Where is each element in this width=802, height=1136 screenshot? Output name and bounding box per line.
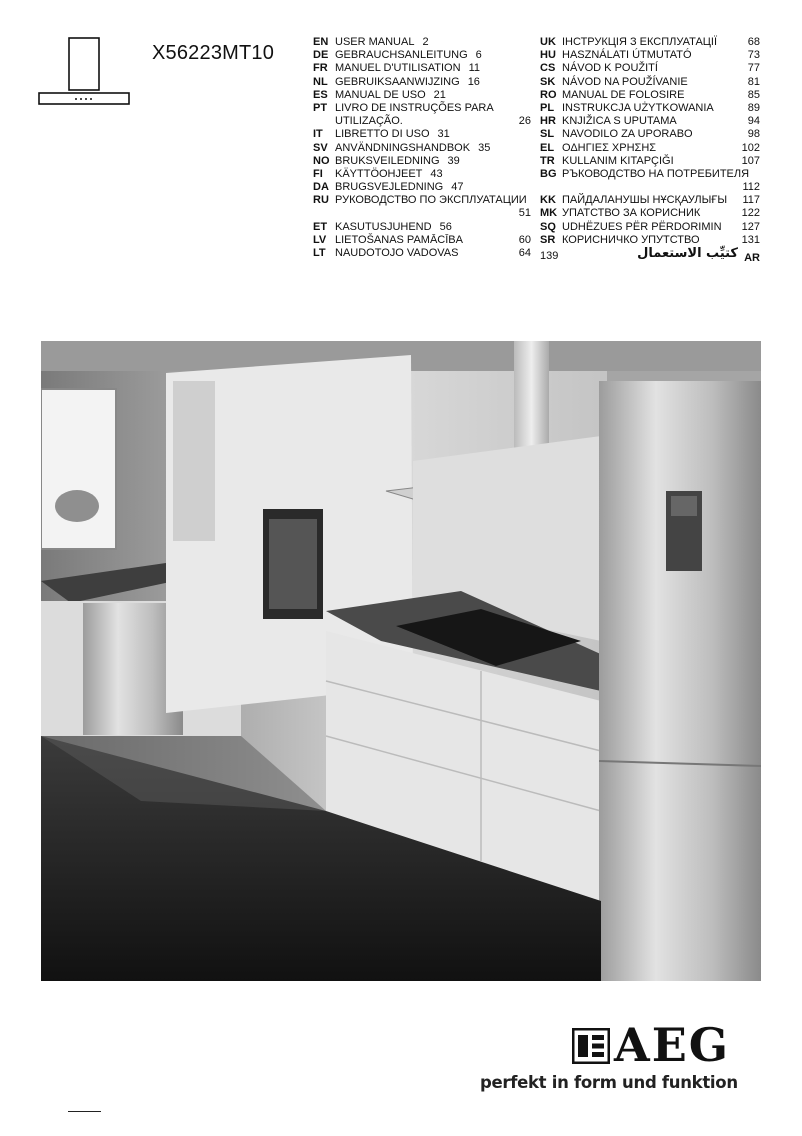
language-code: ES — [313, 88, 328, 101]
language-code: SV — [313, 141, 328, 154]
manual-title: KULLANIM KITAPÇIĞI — [562, 154, 674, 167]
language-entry — [313, 181, 531, 194]
language-code: TR — [540, 154, 555, 167]
manual-title: UTILIZAÇÃO. — [335, 115, 403, 128]
language-entry — [313, 168, 531, 181]
language-code: SR — [540, 233, 556, 246]
language-code: SK — [540, 75, 556, 88]
language-code: FI — [313, 167, 323, 180]
page-number: 112 — [742, 181, 760, 194]
language-code: FR — [313, 62, 328, 75]
language-entry — [313, 36, 531, 49]
language-code: UK — [540, 36, 556, 48]
page-number: 11 — [468, 62, 480, 75]
language-entry — [540, 168, 760, 181]
language-entry — [540, 221, 760, 234]
page-number: 43 — [430, 167, 443, 180]
language-index-right — [540, 36, 760, 263]
aeg-electrolux-mark-icon — [572, 1028, 610, 1062]
manual-title: GEBRUIKSAANWIJZING — [335, 75, 460, 88]
page-number: 81 — [747, 75, 760, 88]
manual-title: NÁVOD NA POUŽÍVANIE — [562, 75, 688, 88]
language-entry — [313, 128, 531, 141]
page-number: 85 — [747, 88, 760, 101]
manual-title: KASUTUSJUHEND — [335, 220, 432, 233]
language-code: LV — [313, 233, 327, 246]
language-code: DA — [313, 181, 329, 194]
manual-title: LIBRETTO DI USO — [335, 128, 430, 141]
language-entry — [540, 194, 760, 207]
page-number: 89 — [747, 101, 760, 114]
page-number: 64 — [518, 247, 531, 259]
language-entry — [540, 49, 760, 62]
page-number: 16 — [467, 75, 480, 88]
manual-title: ПАЙДАЛАНУШЫ НҰСҚАУЛЫҒЫ — [562, 194, 728, 207]
language-code: HR — [540, 115, 556, 128]
language-code: ET — [313, 220, 328, 233]
model-number: X56223MT10 — [152, 42, 275, 64]
language-code: RO — [540, 88, 557, 101]
page-number: 35 — [478, 141, 491, 154]
page-number: 21 — [433, 88, 446, 101]
language-entry — [313, 194, 531, 207]
page-number: 31 — [437, 128, 450, 141]
page-number: 2 — [422, 36, 429, 48]
language-entry — [313, 76, 531, 89]
page-number: 60 — [518, 233, 531, 246]
manual-title: ΟΔΗΓΙΕΣ ΧΡΗΣΗΣ — [562, 141, 657, 154]
manual-title: UDHËZUES PËR PËRDORIMIN — [562, 220, 722, 233]
page-number: 117 — [742, 194, 760, 207]
page-number: 56 — [439, 220, 452, 233]
page-number: 6 — [475, 49, 482, 62]
manual-title: MANUEL D'UTILISATION — [335, 62, 461, 75]
language-entry — [540, 76, 760, 89]
page-number: 51 — [518, 207, 531, 220]
language-code: IT — [313, 128, 323, 141]
language-code: BG — [540, 167, 557, 180]
language-entry — [540, 36, 760, 49]
language-entry — [540, 181, 760, 194]
language-entry — [313, 247, 531, 260]
manual-title: ІНСТРУКЦІЯ З ЕКСПЛУАТАЦІЇ — [562, 36, 718, 48]
page-number: 127 — [741, 220, 760, 233]
language-code: SL — [540, 128, 555, 141]
language-entry — [313, 155, 531, 168]
language-code: RU — [313, 194, 329, 207]
kitchen-photo — [41, 341, 761, 981]
manual-title: KÄYTTÖOHJEET — [335, 167, 423, 180]
page-number: 77 — [747, 62, 760, 75]
page-number: 98 — [747, 128, 760, 141]
language-entry — [540, 89, 760, 102]
language-entry — [540, 115, 760, 128]
page-number: 131 — [741, 233, 760, 246]
language-code: NL — [313, 75, 328, 88]
language-entry — [540, 62, 760, 75]
language-code: PL — [540, 101, 555, 114]
page-number: 26 — [518, 115, 531, 128]
footer-rule — [68, 1111, 101, 1112]
page-number: 68 — [747, 36, 760, 48]
language-code: SQ — [540, 220, 556, 233]
page-number: 94 — [747, 115, 760, 128]
language-code: MK — [540, 207, 558, 220]
language-entry — [313, 102, 531, 115]
language-code: EL — [540, 141, 555, 154]
language-code: LT — [313, 247, 326, 259]
language-code: DE — [313, 49, 329, 62]
page-number: 47 — [451, 181, 464, 194]
manual-title: NAVODILO ZA UPORABO — [562, 128, 693, 141]
language-entry — [540, 142, 760, 155]
manual-title: GEBRAUCHSANLEITUNG — [335, 49, 468, 62]
language-entry — [313, 207, 531, 220]
manual-title: كتيِّب الاستعمال — [637, 246, 738, 261]
language-entry — [313, 115, 531, 128]
language-entry — [313, 234, 531, 247]
manual-title: MANUAL DE FOLOSIRE — [562, 88, 685, 101]
language-code: KK — [540, 194, 556, 207]
page-number: 102 — [741, 141, 760, 154]
page-number: 73 — [747, 49, 760, 62]
manual-title: MANUAL DE USO — [335, 88, 426, 101]
manual-title: USER MANUAL — [335, 36, 415, 48]
manual-title: NAUDOTOJO VADOVAS — [335, 247, 459, 259]
aeg-logo-wordmark: AEG — [614, 1018, 731, 1072]
language-code: PT — [313, 101, 328, 114]
manual-title: РЪКОВОДСТВО НА ПОТРЕБИТЕЛЯ — [562, 167, 750, 180]
manual-title: УПАТСТВО ЗА КОРИСНИК — [562, 207, 701, 220]
manual-title: INSTRUKCJA UŻYTKOWANIA — [562, 101, 714, 114]
language-entry — [313, 89, 531, 102]
manual-title: LIETOŠANAS PAMĀCĪBA — [335, 233, 463, 246]
language-entry — [313, 221, 531, 234]
manual-title: NÁVOD K POUŽITÍ — [562, 62, 658, 75]
page-number: 107 — [741, 154, 760, 167]
language-code: EN — [313, 36, 329, 48]
language-entry — [313, 142, 531, 155]
manual-title: BRUKSVEILEDNING — [335, 154, 440, 167]
manual-title: KNJIŽICA S UPUTAMA — [562, 115, 677, 128]
language-index-left — [313, 36, 531, 260]
language-entry — [313, 49, 531, 62]
manual-title: HASZNÁLATI ÚTMUTATÓ — [562, 49, 692, 62]
language-entry — [540, 155, 760, 168]
language-code: HU — [540, 49, 556, 62]
manual-title: КОРИСНИЧКО УПУТСТВО — [562, 233, 700, 246]
manual-title: LIVRO DE INSTRUÇÕES PARA — [335, 101, 494, 114]
manual-title: РУКОВОДСТВО ПО ЭКСПЛУАТАЦИИ — [335, 194, 527, 207]
manual-title: BRUGSVEJLEDNING — [335, 181, 444, 194]
language-code: CS — [540, 62, 556, 75]
language-entry — [540, 102, 760, 115]
language-entry — [313, 62, 531, 75]
language-entry — [540, 128, 760, 141]
language-code: AR — [744, 252, 760, 264]
language-entry-arabic — [540, 246, 760, 264]
cooker-hood-icon — [38, 37, 130, 107]
brand-tagline: perfekt in form und funktion — [480, 1073, 738, 1092]
language-entry — [540, 207, 760, 220]
page-number: 139 — [540, 250, 559, 262]
page-number: 122 — [741, 207, 760, 220]
aeg-brand-block — [480, 1018, 760, 1102]
manual-title: ANVÄNDNINGSHANDBOK — [335, 141, 471, 154]
page-number: 39 — [447, 154, 460, 167]
language-code: NO — [313, 154, 330, 167]
